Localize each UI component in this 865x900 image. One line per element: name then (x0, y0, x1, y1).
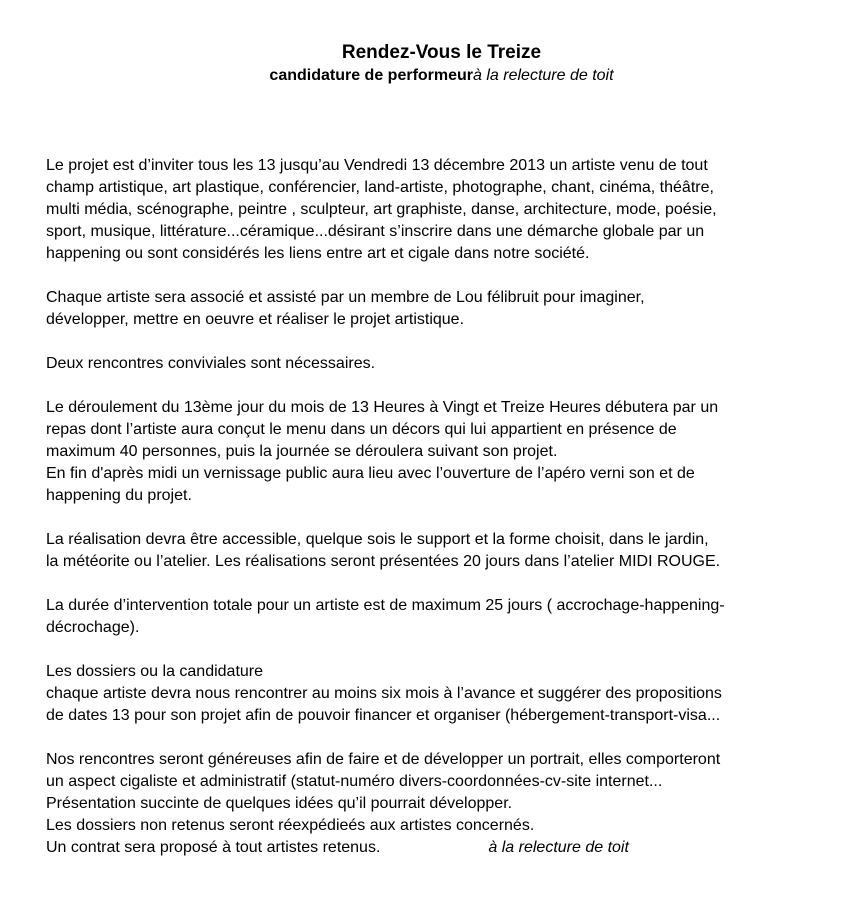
paragraph-realisation (46, 529, 846, 573)
paragraph-duration (46, 595, 846, 639)
paragraph-schedule (46, 397, 846, 507)
subtitle-bold-part: candidature de performeur (269, 67, 474, 84)
paragraph-closing (46, 749, 846, 859)
text-line: Le déroulement du 13ème jour du mois de 13 Heures à Vingt et Treize Heures débutera par un (46, 399, 719, 416)
document-body (46, 155, 846, 881)
text-line: happening ou sont considérés les liens entre art et cigale dans notre société. (46, 245, 590, 262)
text-line: Chaque artiste sera associé et assisté par un membre de Lou félibruit pour imaginer, (46, 289, 645, 306)
text-line: Le projet est d’inviter tous les 13 jusqu’au Vendredi 13 décembre 2013 un artiste venu de tout (46, 157, 708, 174)
text-line: En fin d'après midi un vernissage public aura lieu avec l’ouverture de l’apéro verni son et de (46, 465, 695, 482)
text-line: décrochage). (46, 619, 140, 636)
text-line: La durée d’intervention totale pour un artiste est de maximum 25 jours ( accrochage-happening- (46, 597, 725, 614)
closing-line (46, 837, 846, 859)
paragraph-association (46, 287, 846, 331)
text-line: sport, musique, littérature...céramique...désirant s’inscrire dans une démarche globale par un (46, 223, 705, 240)
paragraph-meetings (46, 353, 846, 375)
text-line: Nos rencontres seront généreuses afin de faire et de développer un portrait, elles comporteront (46, 751, 721, 768)
text-line: Présentation succinte de quelques idées qu’il pourrait développer. (46, 795, 513, 812)
text-line: maximum 40 personnes, puis la journée se déroulera suivant son projet. (46, 443, 558, 460)
text-line: champ artistique, art plastique, conférencier, land-artiste, photographe, chant, cinéma, théâtre, (46, 179, 714, 196)
document-title: Rendez-Vous le Treize (341, 42, 542, 63)
subtitle-italic-part: à la relecture de toit (473, 67, 614, 84)
text-line: développer, mettre en oeuvre et réaliser le projet artistique. (46, 311, 465, 328)
text-line: chaque artiste devra nous rencontrer au moins six mois à l’avance et suggérer des propositions (46, 685, 722, 702)
text-line: Les dossiers ou la candidature (46, 663, 264, 680)
text-line: Les dossiers non retenus seront réexpédieés aux artistes concernés. (46, 817, 535, 834)
text-line: happening du projet. (46, 487, 192, 504)
signature-text: à la relecture de toit (488, 839, 629, 856)
document-header (0, 41, 865, 87)
text-line: Deux rencontres conviviales sont nécessaires. (46, 355, 376, 372)
text-line: de dates 13 pour son projet afin de pouvoir financer et organiser (hébergement-transport-visa... (46, 707, 721, 724)
text-line: multi média, scénographe, peintre , sculpteur, art graphiste, danse, architecture, mode, poésie, (46, 201, 717, 218)
paragraph-invitation (46, 155, 846, 265)
document-subtitle (0, 65, 865, 87)
paragraph-applications (46, 661, 846, 727)
text-line: la météorite ou l’atelier. Les réalisations seront présentées 20 jours dans l’atelier MIDI ROUGE. (46, 553, 721, 570)
contract-text: Un contrat sera proposé à tout artistes retenus. (46, 839, 381, 856)
text-line: La réalisation devra être accessible, quelque sois le support et la forme choisit, dans le jardin, (46, 531, 709, 548)
text-line: un aspect cigaliste et administratif (statut-numéro divers-coordonnées-cv-site internet... (46, 773, 663, 790)
text-line: repas dont l’artiste aura conçut le menu dans un décors qui lui appartient en présence de (46, 421, 677, 438)
